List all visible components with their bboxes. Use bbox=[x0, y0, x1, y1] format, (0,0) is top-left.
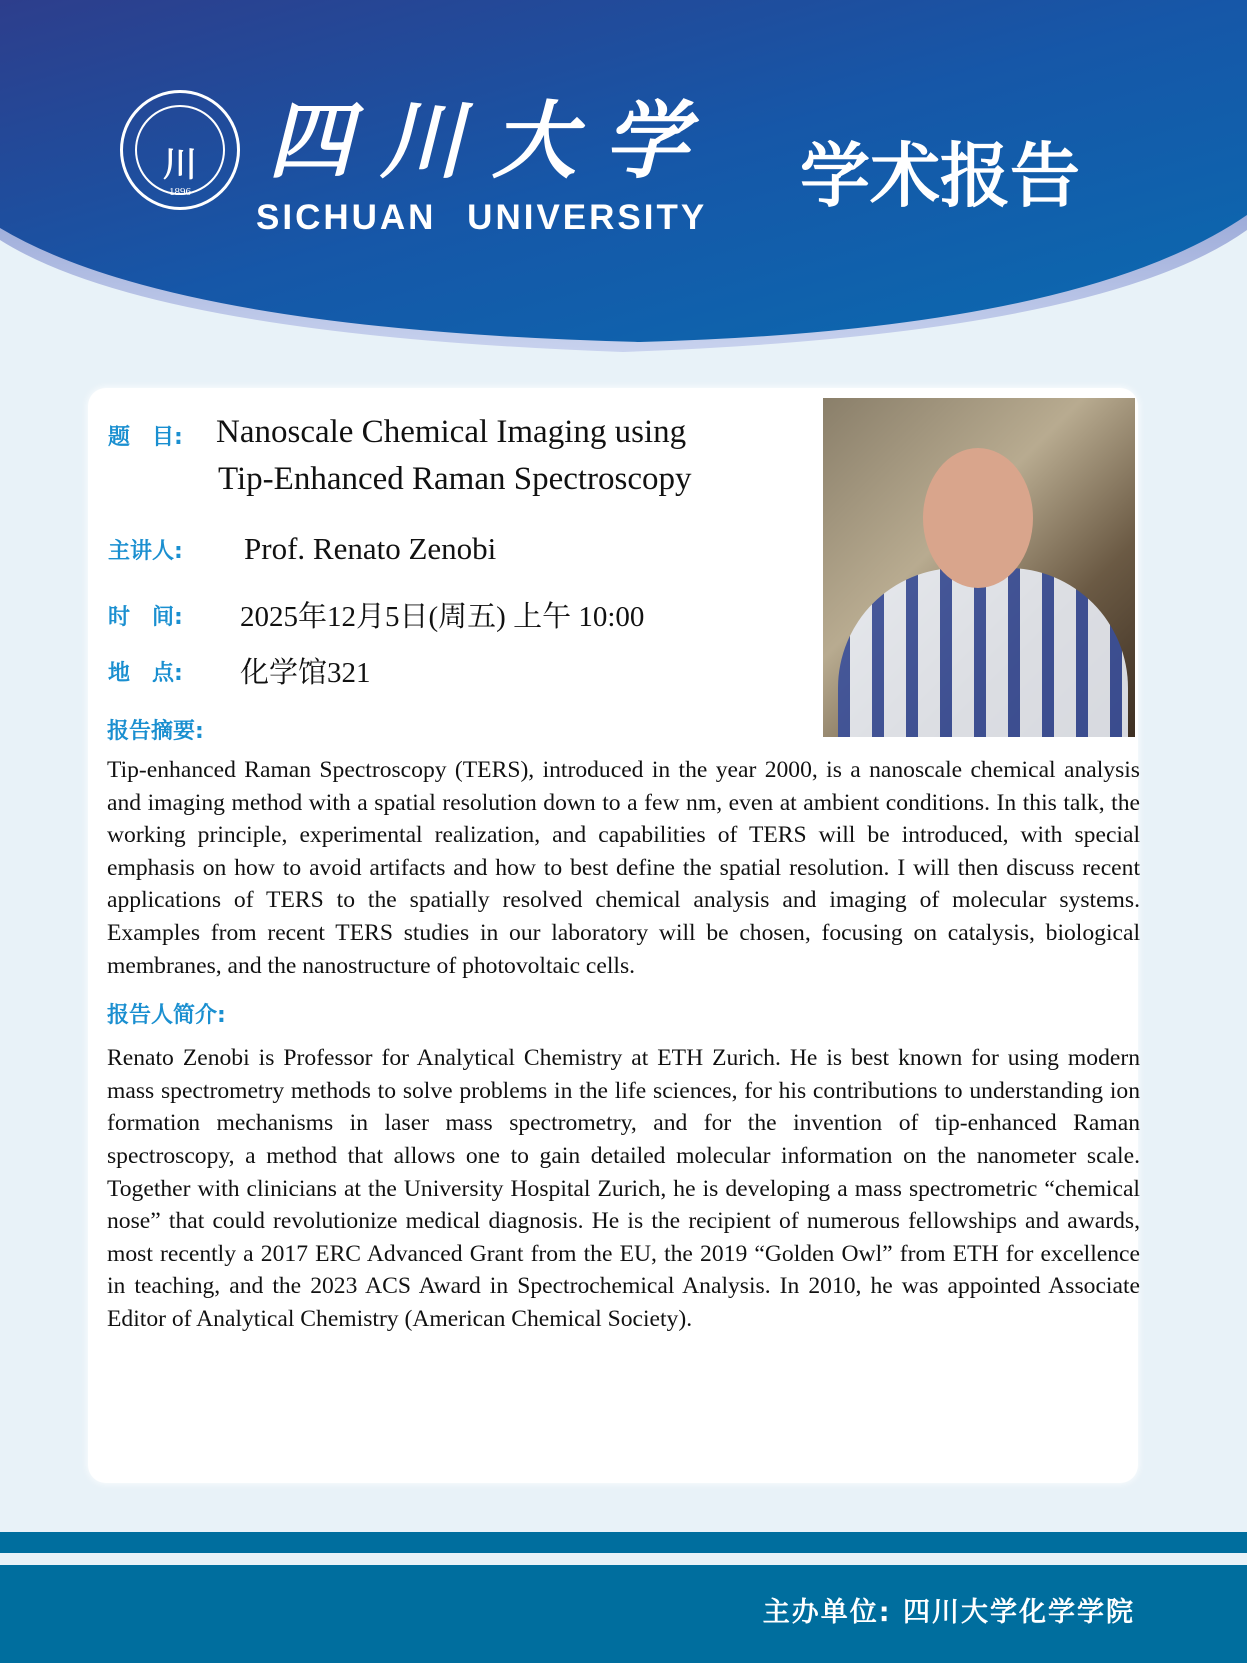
sponsor-text: 主办单位: 四川大学化学学院 bbox=[762, 1597, 1135, 1628]
university-name-cn: 四川大学 bbox=[268, 91, 717, 190]
speaker-label: 主讲人: bbox=[108, 539, 183, 564]
talk-title-line1: Nanoscale Chemical Imaging using bbox=[216, 414, 687, 450]
event-type-title: 学术报告 bbox=[800, 135, 1080, 217]
text-sections bbox=[107, 718, 1140, 1336]
abstract-label: 报告摘要: bbox=[107, 719, 204, 744]
place-label: 地 点: bbox=[108, 661, 183, 686]
bio-text: Renato Zenobi is Professor for Analytical Chemistry at ETH Zurich. He is best known for using modern mass spectrometry methods to solve problems in the life sciences, for his contributions to understanding ion formation mechanisms in laser mass spectrometry, and for the invention of tip-enhanced Raman spectroscopy, a method that allows one to gain detailed molecular information on the nanometer scale. Together with clinicians at the University Hospital Zurich, he is developing a mass spectrometric “chemical nose” that could revolutionize medical diagnosis. He is the recipient of numerous fellowships and awards, most recently a 2017 ERC Advanced Grant from the EU, the 2019 “Golden Owl” from ETH for excellence in teaching, and the 2023 ACS Award in Spectrochemical Analysis. In 2010, he was appointed Associate Editor of Analytical Chemistry (American Chemical Society). bbox=[107, 1045, 1140, 1332]
university-name-en: SICHUAN UNIVERSITY bbox=[256, 198, 708, 237]
speaker-photo bbox=[823, 398, 1135, 737]
talk-place: 化学馆321 bbox=[240, 657, 371, 689]
time-label: 时 间: bbox=[108, 605, 183, 630]
speaker-name: Prof. Renato Zenobi bbox=[244, 531, 497, 566]
footer-stripe bbox=[0, 1532, 1247, 1553]
university-logo: 川 1896 bbox=[120, 90, 240, 210]
bio-label: 报告人简介: bbox=[107, 1003, 226, 1029]
title-label: 题 目: bbox=[108, 425, 183, 450]
talk-title-line2: Tip-Enhanced Raman Spectroscopy bbox=[218, 461, 692, 497]
abstract-text: Tip-enhanced Raman Spectroscopy (TERS), introduced in the year 2000, is a nanoscale chemical analysis and imaging method with a spatial resolution down to a few nm, even at ambient conditions. In this talk, the working principle, experimental realization, and capabilities of TERS will be introduced, with special emphasis on how to avoid artifacts and how to best define the spatial resolution. I will then discuss recent applications of TERS to the spatially resolved chemical analysis and imaging of molecular systems. Examples from recent TERS studies in our laboratory will be chosen, focusing on catalysis, biological membranes, and the nanostructure of photovoltaic cells. bbox=[107, 757, 1140, 979]
talk-time: 2025年12月5日(周五) 上午 10:00 bbox=[240, 601, 645, 633]
